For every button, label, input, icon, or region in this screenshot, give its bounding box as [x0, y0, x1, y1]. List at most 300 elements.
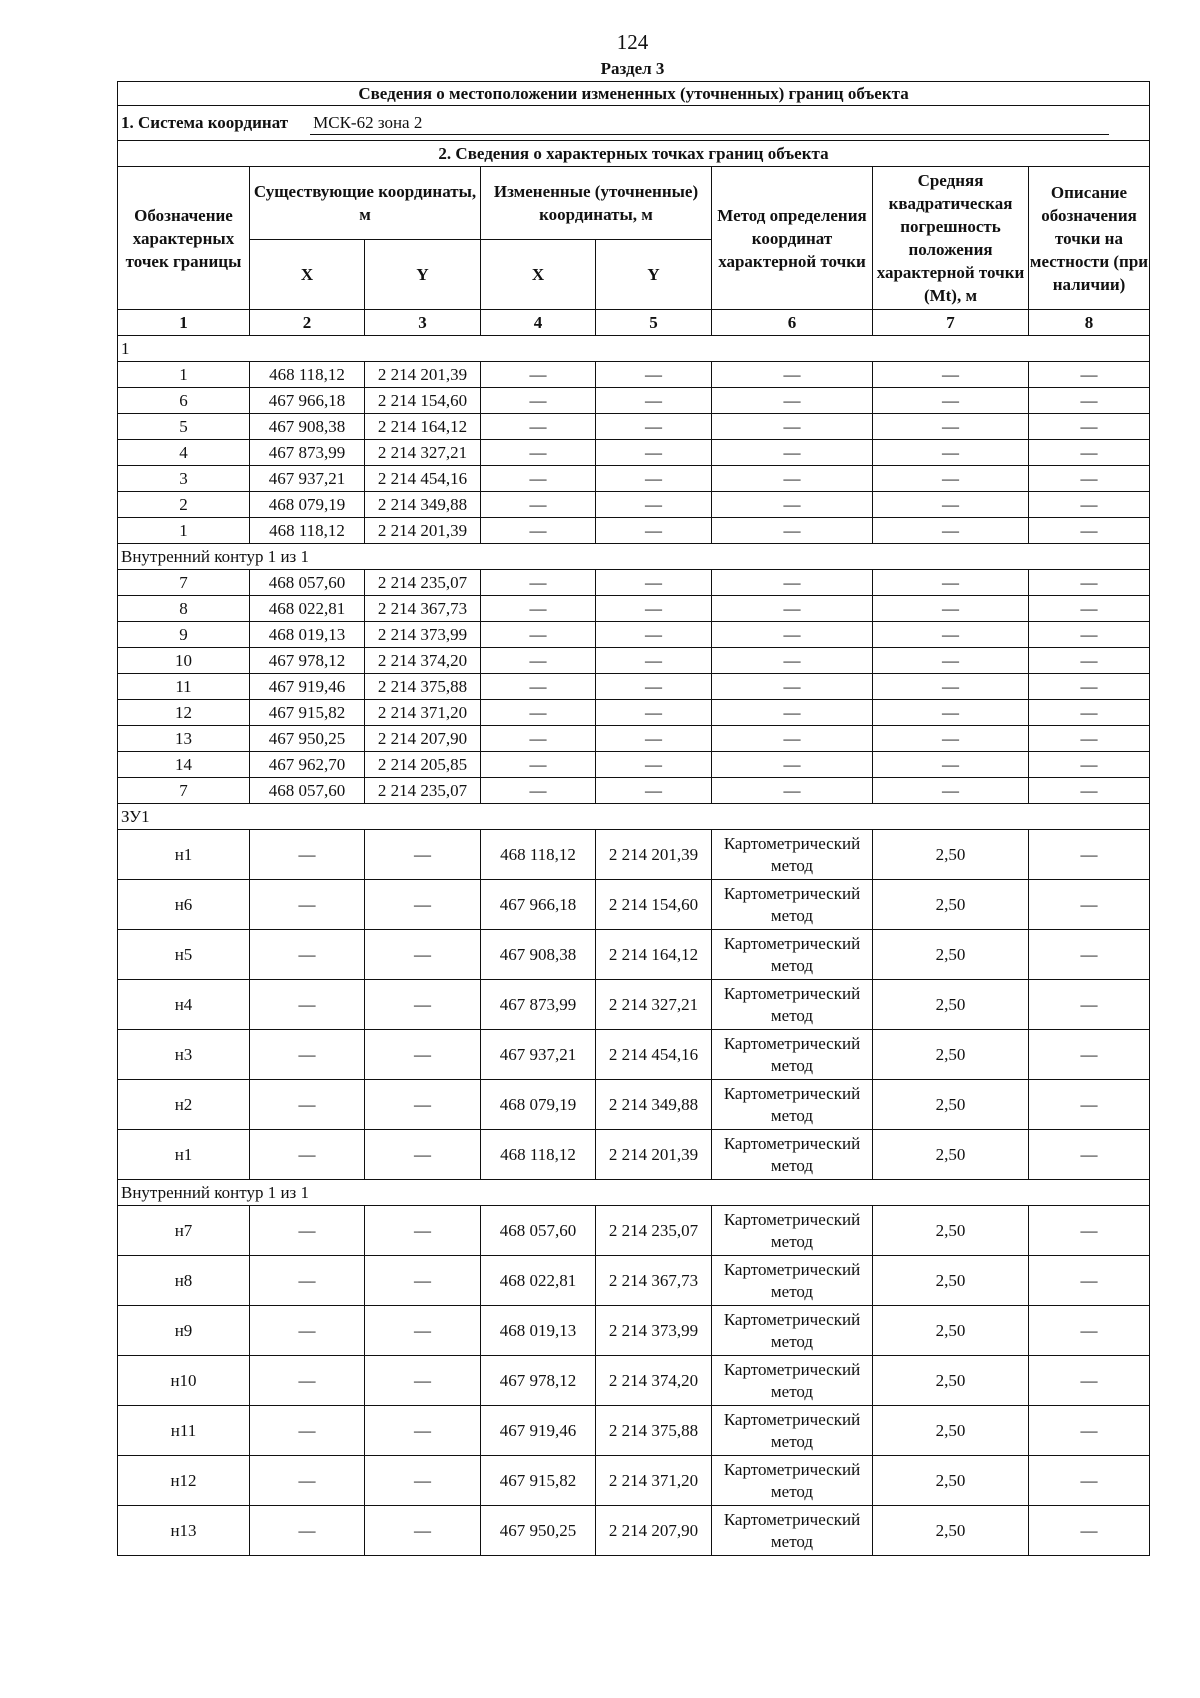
changed-x: — — [481, 674, 596, 700]
point-description: — — [1029, 1356, 1150, 1406]
existing-x: 468 057,60 — [250, 778, 365, 804]
existing-x: 467 937,21 — [250, 466, 365, 492]
point-designation: н7 — [118, 1206, 250, 1256]
changed-x: — — [481, 778, 596, 804]
point-designation: н4 — [118, 980, 250, 1030]
existing-y: — — [365, 1406, 481, 1456]
mean-error: 2,50 — [873, 880, 1029, 930]
existing-y: 2 214 454,16 — [365, 466, 481, 492]
changed-y: 2 214 235,07 — [596, 1206, 712, 1256]
existing-x: 467 950,25 — [250, 726, 365, 752]
method: Картометрический метод — [712, 1080, 873, 1130]
method: — — [712, 674, 873, 700]
coord-system-label: 1. Система координат — [121, 113, 289, 132]
point-designation: 1 — [118, 518, 250, 544]
method: Картометрический метод — [712, 1030, 873, 1080]
section-title: Раздел 3 — [600, 59, 665, 78]
changed-y: 2 214 349,88 — [596, 1080, 712, 1130]
existing-y: 2 214 205,85 — [365, 752, 481, 778]
mean-error: — — [873, 466, 1029, 492]
point-designation: 7 — [118, 778, 250, 804]
point-designation: 5 — [118, 414, 250, 440]
table-row — [118, 700, 1150, 726]
changed-x: 467 966,18 — [481, 880, 596, 930]
mean-error: — — [873, 622, 1029, 648]
changed-x: 468 118,12 — [481, 830, 596, 880]
mean-error: 2,50 — [873, 1356, 1029, 1406]
table-row — [118, 1206, 1150, 1256]
existing-x: — — [250, 830, 365, 880]
contour-row — [118, 544, 1150, 570]
existing-y: — — [365, 830, 481, 880]
table-body — [118, 82, 1150, 1556]
existing-y: — — [365, 880, 481, 930]
mean-error: 2,50 — [873, 1130, 1029, 1180]
method: Картометрический метод — [712, 930, 873, 980]
header-error: Средняя квадратическая погрешность положения характерной точки (Mt), м — [873, 167, 1029, 310]
column-number: 1 — [118, 310, 250, 336]
changed-y: 2 214 373,99 — [596, 1306, 712, 1356]
table-row — [118, 440, 1150, 466]
mean-error: — — [873, 700, 1029, 726]
changed-x: 468 022,81 — [481, 1256, 596, 1306]
point-description: — — [1029, 752, 1150, 778]
changed-x: — — [481, 648, 596, 674]
point-description: — — [1029, 726, 1150, 752]
changed-x: — — [481, 596, 596, 622]
existing-x: — — [250, 1256, 365, 1306]
point-designation: 4 — [118, 440, 250, 466]
method: Картометрический метод — [712, 1306, 873, 1356]
method: — — [712, 596, 873, 622]
point-designation: 2 — [118, 492, 250, 518]
point-designation: н8 — [118, 1256, 250, 1306]
existing-y: — — [365, 1080, 481, 1130]
mean-error: — — [873, 674, 1029, 700]
table-row — [118, 930, 1150, 980]
point-description: — — [1029, 700, 1150, 726]
contour-row — [118, 1180, 1150, 1206]
changed-x: 468 019,13 — [481, 1306, 596, 1356]
changed-y: — — [596, 674, 712, 700]
changed-x: 467 937,21 — [481, 1030, 596, 1080]
existing-x: — — [250, 1356, 365, 1406]
mean-error: — — [873, 596, 1029, 622]
changed-y: 2 214 327,21 — [596, 980, 712, 1030]
changed-x: — — [481, 570, 596, 596]
point-description: — — [1029, 1456, 1150, 1506]
point-designation: 6 — [118, 388, 250, 414]
method: — — [712, 492, 873, 518]
existing-y: 2 214 373,99 — [365, 622, 481, 648]
existing-x: — — [250, 1030, 365, 1080]
changed-x: — — [481, 518, 596, 544]
point-description: — — [1029, 648, 1150, 674]
changed-y: 2 214 375,88 — [596, 1406, 712, 1456]
point-designation: н11 — [118, 1406, 250, 1456]
point-description: — — [1029, 1080, 1150, 1130]
changed-x: 468 079,19 — [481, 1080, 596, 1130]
existing-x: 468 019,13 — [250, 622, 365, 648]
existing-y: — — [365, 1256, 481, 1306]
header-designation: Обозначение характерных точек границы — [118, 167, 250, 310]
mean-error: — — [873, 388, 1029, 414]
header-existing-x: X — [250, 240, 365, 310]
existing-y: 2 214 375,88 — [365, 674, 481, 700]
table-row — [118, 648, 1150, 674]
method: — — [712, 752, 873, 778]
existing-x: 467 915,82 — [250, 700, 365, 726]
existing-x: — — [250, 1206, 365, 1256]
point-description: — — [1029, 492, 1150, 518]
point-designation: 14 — [118, 752, 250, 778]
table-row — [118, 362, 1150, 388]
changed-y: 2 214 371,20 — [596, 1456, 712, 1506]
contour-label: 1 — [118, 336, 1150, 362]
mean-error: 2,50 — [873, 1456, 1029, 1506]
existing-x: 468 057,60 — [250, 570, 365, 596]
table-row — [118, 674, 1150, 700]
table-title-row — [118, 82, 1150, 106]
existing-y: 2 214 235,07 — [365, 570, 481, 596]
point-designation: н2 — [118, 1080, 250, 1130]
changed-x: — — [481, 414, 596, 440]
point-designation: 3 — [118, 466, 250, 492]
method: Картометрический метод — [712, 1206, 873, 1256]
point-description: — — [1029, 1406, 1150, 1456]
point-description: — — [1029, 1030, 1150, 1080]
mean-error: 2,50 — [873, 1256, 1029, 1306]
existing-y: 2 214 164,12 — [365, 414, 481, 440]
contour-label: ЗУ1 — [118, 804, 1150, 830]
table-row — [118, 1130, 1150, 1180]
method: — — [712, 726, 873, 752]
existing-y: 2 214 371,20 — [365, 700, 481, 726]
mean-error: — — [873, 492, 1029, 518]
contour-row — [118, 336, 1150, 362]
mean-error: — — [873, 440, 1029, 466]
column-number: 8 — [1029, 310, 1150, 336]
existing-x: — — [250, 1080, 365, 1130]
existing-y: 2 214 235,07 — [365, 778, 481, 804]
table-row — [118, 778, 1150, 804]
point-description: — — [1029, 388, 1150, 414]
changed-x: — — [481, 622, 596, 648]
existing-y: — — [365, 1456, 481, 1506]
existing-x: — — [250, 1306, 365, 1356]
changed-y: — — [596, 518, 712, 544]
method: Картометрический метод — [712, 1456, 873, 1506]
existing-y: 2 214 154,60 — [365, 388, 481, 414]
existing-x: 468 079,19 — [250, 492, 365, 518]
point-designation: н12 — [118, 1456, 250, 1506]
changed-y: 2 214 454,16 — [596, 1030, 712, 1080]
column-number: 2 — [250, 310, 365, 336]
changed-x: 468 118,12 — [481, 1130, 596, 1180]
header-description: Описание обозначения точки на местности (при наличии) — [1029, 167, 1150, 310]
existing-y: 2 214 367,73 — [365, 596, 481, 622]
changed-y: 2 214 154,60 — [596, 880, 712, 930]
point-description: — — [1029, 1130, 1150, 1180]
point-designation: н10 — [118, 1356, 250, 1406]
mean-error: 2,50 — [873, 1306, 1029, 1356]
changed-y: — — [596, 492, 712, 518]
point-description: — — [1029, 778, 1150, 804]
changed-y: — — [596, 570, 712, 596]
table-row — [118, 466, 1150, 492]
changed-y: — — [596, 752, 712, 778]
existing-y: — — [365, 1130, 481, 1180]
mean-error: — — [873, 726, 1029, 752]
existing-y: — — [365, 980, 481, 1030]
column-number: 7 — [873, 310, 1029, 336]
point-description: — — [1029, 1506, 1150, 1556]
table-row — [118, 726, 1150, 752]
method: — — [712, 414, 873, 440]
changed-y: — — [596, 700, 712, 726]
table-row — [118, 1506, 1150, 1556]
method: Картометрический метод — [712, 1506, 873, 1556]
boundary-points-table — [117, 81, 1150, 1556]
column-number: 3 — [365, 310, 481, 336]
existing-y: 2 214 349,88 — [365, 492, 481, 518]
changed-y: — — [596, 726, 712, 752]
method: Картометрический метод — [712, 1406, 873, 1456]
mean-error: — — [873, 570, 1029, 596]
table-row — [118, 1080, 1150, 1130]
changed-x: — — [481, 466, 596, 492]
method: — — [712, 622, 873, 648]
existing-x: 468 022,81 — [250, 596, 365, 622]
method: Картометрический метод — [712, 980, 873, 1030]
coord-system-row — [118, 106, 1150, 141]
existing-x: 468 118,12 — [250, 362, 365, 388]
changed-y: — — [596, 648, 712, 674]
method: — — [712, 778, 873, 804]
table-row — [118, 414, 1150, 440]
changed-x: — — [481, 726, 596, 752]
changed-x: 467 873,99 — [481, 980, 596, 1030]
header-row-1 — [118, 167, 1150, 240]
method: — — [712, 466, 873, 492]
mean-error: 2,50 — [873, 980, 1029, 1030]
page-number: 124 — [616, 30, 649, 54]
changed-x: — — [481, 362, 596, 388]
point-designation: н5 — [118, 930, 250, 980]
table-row — [118, 622, 1150, 648]
table-row — [118, 752, 1150, 778]
contour-label: Внутренний контур 1 из 1 — [118, 544, 1150, 570]
point-designation: 10 — [118, 648, 250, 674]
mean-error: 2,50 — [873, 830, 1029, 880]
method: — — [712, 570, 873, 596]
point-description: — — [1029, 518, 1150, 544]
changed-y: — — [596, 440, 712, 466]
contour-row — [118, 804, 1150, 830]
point-designation: 13 — [118, 726, 250, 752]
changed-x: — — [481, 388, 596, 414]
mean-error: — — [873, 778, 1029, 804]
existing-x: 468 118,12 — [250, 518, 365, 544]
existing-y: — — [365, 1206, 481, 1256]
existing-x: — — [250, 1506, 365, 1556]
table-row — [118, 1030, 1150, 1080]
existing-y: — — [365, 1030, 481, 1080]
column-number: 6 — [712, 310, 873, 336]
point-designation: 11 — [118, 674, 250, 700]
contour-label: Внутренний контур 1 из 1 — [118, 1180, 1150, 1206]
method: — — [712, 440, 873, 466]
point-description: — — [1029, 414, 1150, 440]
mean-error: — — [873, 414, 1029, 440]
table-row — [118, 570, 1150, 596]
method: Картометрический метод — [712, 880, 873, 930]
existing-x: 467 908,38 — [250, 414, 365, 440]
changed-x: — — [481, 440, 596, 466]
mean-error: — — [873, 362, 1029, 388]
changed-x: 467 950,25 — [481, 1506, 596, 1556]
point-designation: н1 — [118, 1130, 250, 1180]
header-changed-y: Y — [596, 240, 712, 310]
changed-y: 2 214 374,20 — [596, 1356, 712, 1406]
point-designation: н3 — [118, 1030, 250, 1080]
existing-y: 2 214 374,20 — [365, 648, 481, 674]
table-title: Сведения о местоположении измененных (уточненных) границ объекта — [118, 82, 1150, 106]
point-designation: н13 — [118, 1506, 250, 1556]
mean-error: — — [873, 518, 1029, 544]
header-existing: Существующие координаты, м — [250, 167, 481, 240]
table-row — [118, 1456, 1150, 1506]
changed-x: 467 978,12 — [481, 1356, 596, 1406]
point-description: — — [1029, 830, 1150, 880]
table-row — [118, 1306, 1150, 1356]
point-description: — — [1029, 466, 1150, 492]
existing-x: — — [250, 1130, 365, 1180]
table-row — [118, 1406, 1150, 1456]
existing-x: 467 873,99 — [250, 440, 365, 466]
point-description: — — [1029, 980, 1150, 1030]
existing-y: 2 214 201,39 — [365, 362, 481, 388]
existing-x: — — [250, 1406, 365, 1456]
existing-y: — — [365, 1306, 481, 1356]
method: — — [712, 700, 873, 726]
changed-y: — — [596, 388, 712, 414]
point-designation: 1 — [118, 362, 250, 388]
changed-y: 2 214 201,39 — [596, 830, 712, 880]
point-designation: н6 — [118, 880, 250, 930]
changed-y: — — [596, 466, 712, 492]
existing-x: 467 978,12 — [250, 648, 365, 674]
point-description: — — [1029, 1306, 1150, 1356]
header-changed: Измененные (уточненные) координаты, м — [481, 167, 712, 240]
point-description: — — [1029, 362, 1150, 388]
points-title: 2. Сведения о характерных точках границ объекта — [118, 141, 1150, 167]
changed-y: — — [596, 622, 712, 648]
changed-y: — — [596, 596, 712, 622]
point-description: — — [1029, 1256, 1150, 1306]
existing-y: 2 214 201,39 — [365, 518, 481, 544]
changed-x: 467 908,38 — [481, 930, 596, 980]
column-number-row — [118, 310, 1150, 336]
point-description: — — [1029, 1206, 1150, 1256]
existing-x: 467 962,70 — [250, 752, 365, 778]
table-row — [118, 1356, 1150, 1406]
point-description: — — [1029, 880, 1150, 930]
mean-error: 2,50 — [873, 1206, 1029, 1256]
changed-x: 467 919,46 — [481, 1406, 596, 1456]
method: Картометрический метод — [712, 1356, 873, 1406]
point-designation: 9 — [118, 622, 250, 648]
changed-y: 2 214 201,39 — [596, 1130, 712, 1180]
method: Картометрический метод — [712, 1130, 873, 1180]
point-description: — — [1029, 596, 1150, 622]
point-designation: н9 — [118, 1306, 250, 1356]
existing-x: 467 919,46 — [250, 674, 365, 700]
point-description: — — [1029, 622, 1150, 648]
point-designation: н1 — [118, 830, 250, 880]
point-description: — — [1029, 570, 1150, 596]
mean-error: 2,50 — [873, 1406, 1029, 1456]
existing-x: — — [250, 880, 365, 930]
existing-y: — — [365, 1506, 481, 1556]
changed-x: 467 915,82 — [481, 1456, 596, 1506]
changed-y: — — [596, 414, 712, 440]
changed-y: — — [596, 362, 712, 388]
method: — — [712, 388, 873, 414]
table-row — [118, 492, 1150, 518]
column-number: 5 — [596, 310, 712, 336]
existing-y: — — [365, 930, 481, 980]
changed-x: — — [481, 492, 596, 518]
method: Картометрический метод — [712, 1256, 873, 1306]
mean-error: 2,50 — [873, 1080, 1029, 1130]
point-description: — — [1029, 674, 1150, 700]
changed-y: — — [596, 778, 712, 804]
table-row — [118, 596, 1150, 622]
table-row — [118, 518, 1150, 544]
mean-error: — — [873, 752, 1029, 778]
header-changed-x: X — [481, 240, 596, 310]
table-row — [118, 980, 1150, 1030]
existing-x: 467 966,18 — [250, 388, 365, 414]
existing-x: — — [250, 930, 365, 980]
existing-y: 2 214 207,90 — [365, 726, 481, 752]
table-row — [118, 388, 1150, 414]
coord-system-value: МСК-62 зона 2 — [310, 112, 1109, 135]
changed-y: 2 214 164,12 — [596, 930, 712, 980]
table-row — [118, 830, 1150, 880]
point-description: — — [1029, 440, 1150, 466]
method: — — [712, 518, 873, 544]
mean-error: 2,50 — [873, 1030, 1029, 1080]
table-row — [118, 1256, 1150, 1306]
header-method: Метод определения координат характерной точки — [712, 167, 873, 310]
point-description: — — [1029, 930, 1150, 980]
changed-y: 2 214 207,90 — [596, 1506, 712, 1556]
points-title-row — [118, 141, 1150, 167]
changed-x: — — [481, 752, 596, 778]
point-designation: 8 — [118, 596, 250, 622]
column-number: 4 — [481, 310, 596, 336]
method: — — [712, 362, 873, 388]
method: Картометрический метод — [712, 830, 873, 880]
mean-error: — — [873, 648, 1029, 674]
existing-x: — — [250, 980, 365, 1030]
point-designation: 7 — [118, 570, 250, 596]
existing-x: — — [250, 1456, 365, 1506]
changed-y: 2 214 367,73 — [596, 1256, 712, 1306]
existing-y: — — [365, 1356, 481, 1406]
